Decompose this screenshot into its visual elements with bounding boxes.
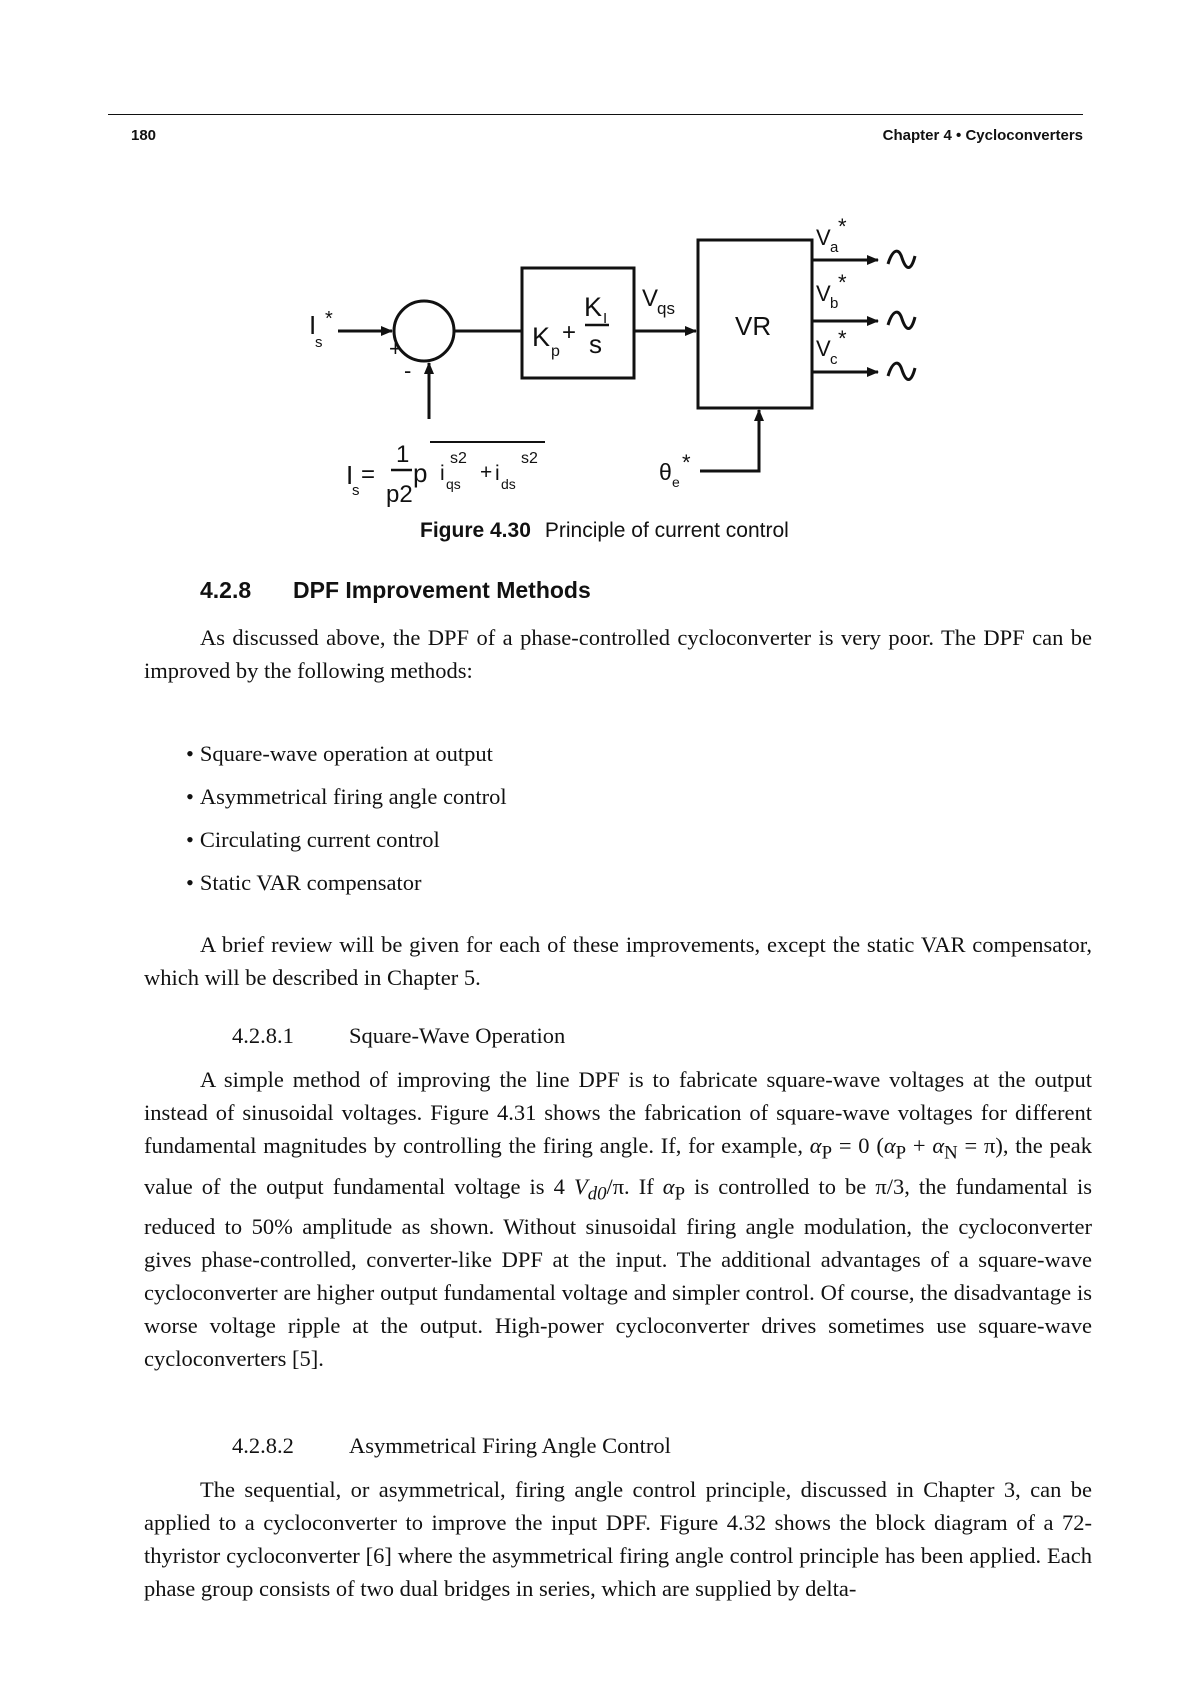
alpha-sub-p: P: [895, 1142, 907, 1164]
vb-label: V: [816, 281, 831, 306]
list-item: • Static VAR compensator: [186, 861, 507, 904]
subsection-title: Square-Wave Operation: [349, 1023, 566, 1048]
fb-i1-sup: s2: [450, 450, 467, 467]
asymmetric-paragraph: The sequential, or asymmetrical, firing angle control principle, discussed in Chapter 3, can be applied to a cycloconverter to improve the input DPF. Figure 4.32 shows the block diagram of a 72-thyristor cycloconverter [6] where the asymmetrical firing angle control principle has been applied. Each phase group consists of two dual bridges in series, which are supplied by delta-: [144, 1477, 1092, 1601]
vb-star: *: [838, 270, 847, 295]
subsection-number: 4.2.8.2: [232, 1433, 294, 1458]
theta-line: [700, 412, 759, 471]
minus-sign: -: [404, 358, 412, 383]
subsection-heading: [232, 1433, 671, 1459]
sine-a-icon: [888, 251, 915, 267]
fb-plus: +: [480, 461, 493, 484]
sine-c-icon: [888, 363, 915, 379]
square-wave-paragraph: [144, 1063, 1092, 1375]
vqs-sub: qs: [657, 299, 675, 318]
sq-text-e: is controlled to be π/3, the fundamental is reduced to 50% amplitude as shown. Without sinusoidal firing angle modulation, the cycloconverter gives phase-controlled, converter-like DPF at the input. The additional advantages of a square-wave cycloconverter are higher output fundamental voltage and simpler control. Of course, the disadvantage is worse voltage ripple at the output. High-power cycloconverter drives sometimes use square-wave cycloconverters [5].: [144, 1173, 1092, 1371]
alpha-symbol: α: [809, 1133, 822, 1158]
va-sub: a: [830, 239, 839, 256]
alpha-symbol: α: [883, 1133, 896, 1158]
ki-label: K: [584, 292, 603, 322]
va-label: V: [816, 225, 831, 250]
is-ref-label: I: [309, 310, 317, 340]
section-title: DPF Improvement Methods: [293, 577, 591, 603]
page-number: 180: [131, 127, 157, 144]
fb-i1: i: [440, 462, 445, 485]
vb-sub: b: [830, 295, 839, 312]
alpha-symbol: α: [932, 1133, 945, 1158]
sq-text-b: = 0 (: [832, 1133, 884, 1158]
is-ref-sub: s: [315, 334, 323, 351]
list-item: • Square-wave operation at output: [186, 732, 507, 775]
plus-sign: +: [389, 336, 402, 361]
fb-i2-sub: ds: [501, 476, 516, 492]
figure-caption-text: Principle of current control: [544, 519, 789, 542]
fb-is-sub: s: [352, 482, 360, 499]
pi-s: s: [589, 329, 602, 359]
is-ref-star: *: [325, 308, 333, 330]
section-heading: [200, 577, 591, 604]
theta-label: θ: [659, 459, 672, 485]
fb-num: 1: [396, 441, 410, 468]
fb-i2: i: [495, 462, 500, 485]
figure-caption: [420, 519, 789, 543]
kp-sub: p: [551, 343, 560, 360]
figure-caption-label: Figure 4.30: [420, 519, 531, 542]
alpha-symbol: α: [662, 1173, 675, 1199]
running-head: Chapter 4 • Cycloconverters: [882, 127, 1083, 144]
v-sub-d0: d0: [587, 1183, 607, 1204]
vr-label: VR: [735, 311, 772, 341]
subsection-number: 4.2.8.1: [232, 1023, 294, 1048]
kp-label: K: [532, 322, 551, 352]
section-intro: As discussed above, the DPF of a phase-controlled cycloconverter is very poor. The DPF can be improved by the following methods:: [144, 625, 1092, 683]
section-number: 4.2.8: [200, 577, 252, 603]
sine-b-icon: [888, 312, 915, 328]
pi-plus: +: [562, 319, 577, 346]
alpha-sub-p: P: [674, 1183, 686, 1204]
summing-junction: [394, 301, 454, 361]
vc-label: V: [816, 336, 831, 361]
vqs-label: V: [642, 285, 659, 312]
fb-is-label: I: [346, 460, 354, 490]
review-paragraph: A brief review will be given for each of these improvements, except the static VAR compensator, which will be described in Chapter 5.: [144, 932, 1092, 990]
sq-text-c: = π), the peak value of the output fundamental voltage is 4: [144, 1133, 1092, 1199]
v-symbol: V: [573, 1173, 588, 1199]
subsection-heading: [232, 1023, 565, 1049]
fb-i2-sup: s2: [521, 450, 538, 467]
vc-sub: c: [830, 351, 838, 368]
theta-sub: e: [672, 474, 680, 490]
list-item: • Asymmetrical firing angle control: [186, 775, 507, 818]
sq-text-d: /π. If: [606, 1173, 663, 1199]
fb-den: p2: [386, 481, 413, 508]
sq-text-a: A simple method of improving the line DPF is to fabricate square-wave voltages at the output instead of sinusoidal voltages. Figure 4.31 shows the fabrication of square-wave voltages for different fundamental magnitudes by controlling the firing angle. If, for example,: [144, 1067, 1092, 1158]
theta-star: *: [682, 450, 691, 475]
va-star: *: [838, 214, 847, 239]
vc-star: *: [838, 326, 847, 351]
alpha-sub-n: N: [944, 1142, 958, 1164]
ki-sub: I: [603, 310, 608, 327]
fb-i1-sub: qs: [446, 476, 461, 492]
list-item: • Circulating current control: [186, 818, 507, 861]
sq-text-plus: +: [906, 1133, 933, 1158]
current-control-diagram: [0, 0, 1190, 560]
subsection-title: Asymmetrical Firing Angle Control: [349, 1433, 671, 1458]
fb-p: p: [413, 458, 428, 488]
alpha-sub-p: P: [821, 1142, 833, 1164]
methods-list: [186, 732, 507, 904]
fb-eq: =: [361, 461, 376, 488]
